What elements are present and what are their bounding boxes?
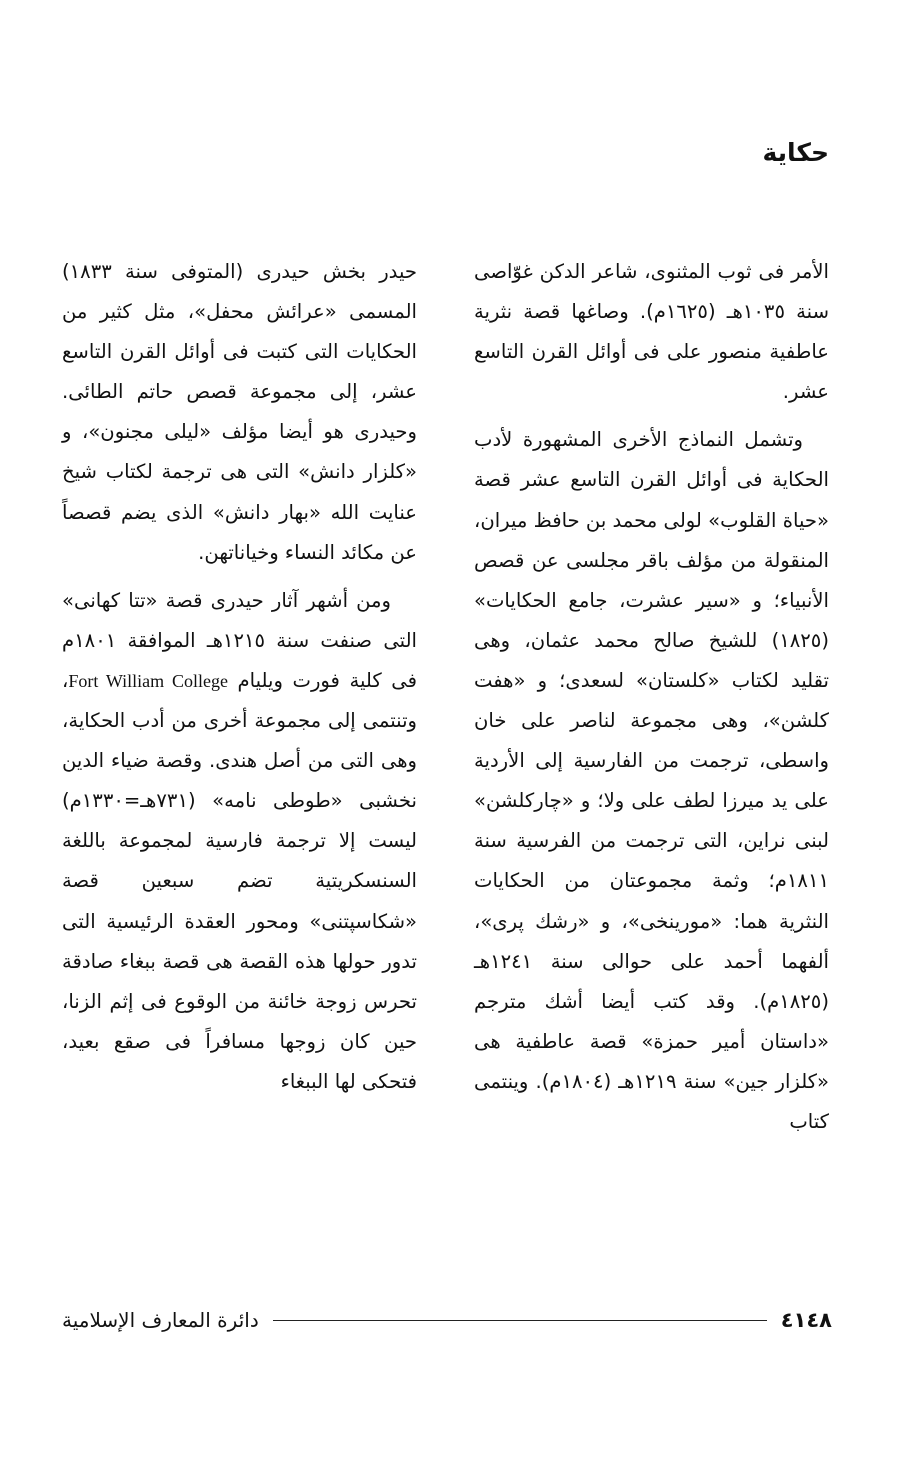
text-column-left [62,252,417,1102]
latin-term: Fort William College [68,670,228,691]
text-column-right [474,252,829,1142]
page-footer [62,1305,832,1335]
paragraph-text: ، وتنتمى إلى مجموعة أخرى من أدب الحكاية، وهى التى من أصل هندى. وقصة ضياء الدين نخشبى «طوطى نامه» (٧٣١هـ=١٣٣٠م) ليست إلا ترجمة فارسية لمجموعة باللغة السنسكريتية تضم سبعين قصة «شكاسپتنى» ومحور العقدة الرئيسية التى تدور حولها هذه القصة هى قصة ببغاء صادقة تحرس زوجة خائنة من الوقوع فى إثم الزنا، حين كان زوجها مسافراً فى صقع بعيد، فتحكى لها الببغاء [62,668,417,1093]
page-number: ٤١٤٨ [780,1308,832,1332]
paragraph: وتشمل النماذج الأخرى المشهورة لأدب الحكاية فى أوائل القرن التاسع عشر قصة «حياة القلوب» لولى محمد بن حافظ ميران، المنقولة من مؤلف باقر مجلسى عن قصص الأنبياء؛ و «سير عشرت، جامع الحكايات» (١٨٢٥) للشيخ صالح محمد عثمان، وهى تقليد لكتاب «كلستان» لسعدى؛ و «هفت كلشن»، وهى مجموعة لناصر على خان واسطى، ترجمت من الفارسية إلى الأردية على يد ميرزا لطف على ولا؛ و «چاركلشن» لبنى نراين، التى ترجمت من الفرسية سنة ١٨١١م؛ وثمة مجموعتان من الحكايات النثرية هما: «مورينخى»، و «رشك پرى»، ألفهما أحمد على حوالى سنة ١٢٤١هـ (١٨٢٥م). وقد كتب أيضا أشك مترجم «داستان أمير حمزة» قصة عاطفية هى «كلزار جين» سنة ١٢١٩هـ (١٨٠٤م). وينتمى كتاب [474,428,829,1133]
paragraph: حيدر بخش حيدرى (المتوفى سنة ١٨٣٣) المسمى «عرائش محفل»، مثل كثير من الحكايات التى كتبت فى أوائل القرن التاسع عشر، إلى مجموعة قصص حاتم الطائى. وحيدرى هو أيضا مؤلف «ليلى مجنون»، و «كلزار دانش» التى هى ترجمة لكتاب شيخ عنايت الله «بهار دانش» الذى يضم قصصاً عن مكائد النساء وخياناتهن. [62,260,417,564]
footer-rule [273,1320,767,1321]
paragraph-text: ومن أشهر آثار حيدرى قصة «تتا كهانى» التى صنفت سنة ١٢١٥هـ الموافقة ١٨٠١م فى كلية فورت ويليام [62,588,417,692]
paragraph: الأمر فى ثوب المثنوى، شاعر الدكن غوّاصى سنة ١٠٣٥هـ (١٦٢٥م). وصاغها قصة نثرية عاطفية منصور على فى أوائل القرن التاسع عشر. [474,260,829,404]
journal-name: دائرة المعارف الإسلامية [62,1308,259,1332]
running-title: حكاية [762,138,829,167]
paragraph [62,581,417,1102]
